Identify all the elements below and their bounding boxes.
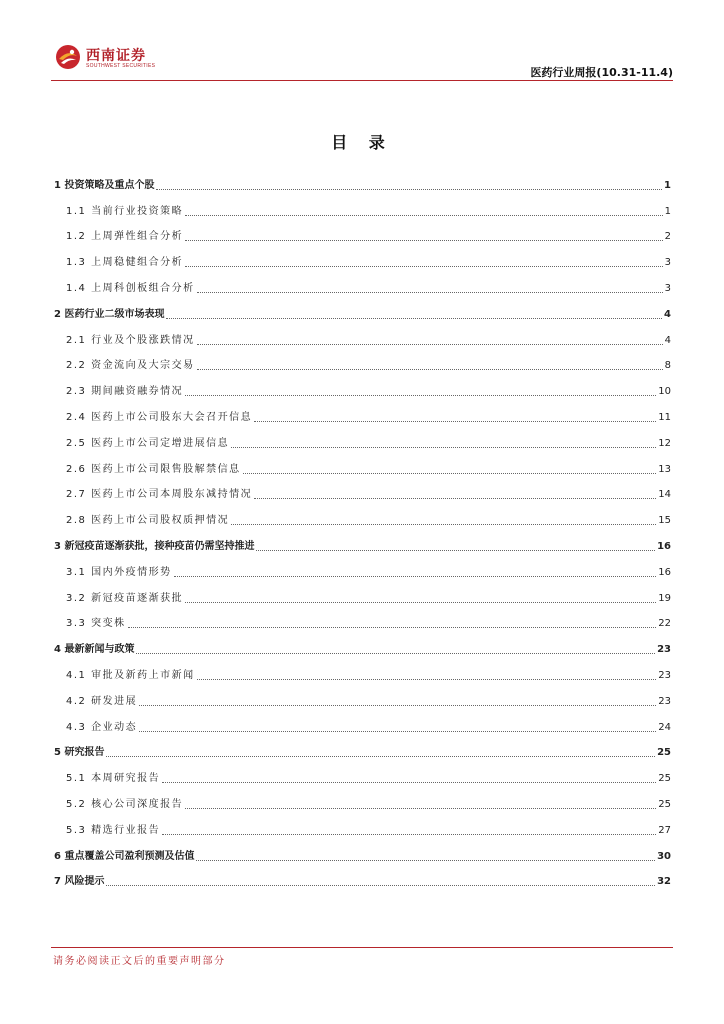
toc-dot-leader [128,627,657,628]
toc-entry-title: 2.8 医药上市公司股权质押情况 [66,515,230,527]
toc-section-entry[interactable] [54,452,671,478]
toc-dot-leader [185,240,663,241]
toc-section-entry[interactable] [54,220,671,246]
toc-section-entry[interactable] [54,349,671,375]
toc-dot-leader [231,447,656,448]
toc-page-number: 23 [657,644,671,656]
toc-page-number: 30 [657,850,671,862]
toc-section-entry[interactable] [54,684,671,710]
toc-section-entry[interactable] [54,374,671,400]
toc-section-entry[interactable] [54,761,671,787]
toc-page-number: 32 [657,876,671,888]
header-divider [51,80,673,81]
toc-dot-leader [106,885,655,886]
toc-dot-leader [185,215,663,216]
page-header [0,0,724,90]
toc-dot-leader [254,421,656,422]
toc-dot-leader [185,266,663,267]
toc-section-entry[interactable] [54,503,671,529]
toc-chapter-entry[interactable] [54,168,671,194]
toc-dot-leader [166,318,662,319]
toc-page-number: 11 [658,411,671,423]
toc-section-entry[interactable] [54,555,671,581]
toc-dot-leader [162,834,656,835]
toc-entry-title: 2.5 医药上市公司定增进展信息 [66,437,230,449]
toc-section-entry[interactable] [54,813,671,839]
toc-section-entry[interactable] [54,581,671,607]
toc-dot-leader [174,576,657,577]
toc-entry-title: 3.2 新冠疫苗逐渐获批 [66,592,184,604]
toc-page-number: 27 [658,824,671,836]
toc-dot-leader [196,860,655,861]
toc-section-entry[interactable] [54,478,671,504]
toc-entry-title: 7 风险提示 [54,876,105,888]
toc-entry-title: 3.1 国内外疫情形势 [66,566,172,578]
toc-dot-leader [139,705,656,706]
toc-page-number: 8 [664,360,671,372]
toc-entry-title: 5.3 精选行业报告 [66,824,161,836]
toc-page-number: 16 [658,566,671,578]
toc-heading: 目 录 [331,133,393,152]
toc-page-number: 4 [664,308,671,320]
toc-dot-leader [197,344,663,345]
toc-entry-title: 3.3 突变株 [66,618,126,630]
toc-entry-title: 1.4 上周科创板组合分析 [66,282,195,294]
toc-dot-leader [156,189,662,190]
toc-chapter-entry[interactable] [54,839,671,865]
toc-page-number: 16 [657,540,671,552]
toc-dot-leader [162,782,656,783]
report-title: 医药行业周报(10.31-11.4) [530,66,673,79]
toc-dot-leader [185,602,656,603]
toc-entry-title: 5.2 核心公司深度报告 [66,798,184,810]
toc-entry-title: 6 重点覆盖公司盈利预测及估值 [54,850,195,862]
toc-page-number: 23 [658,695,671,707]
table-of-contents [54,168,671,890]
toc-chapter-entry[interactable] [54,529,671,555]
toc-dot-leader [231,524,656,525]
toc-entry-title: 5.1 本周研究报告 [66,773,161,785]
toc-dot-leader [243,473,657,474]
toc-page-number: 4 [664,334,671,346]
toc-dot-leader [139,731,656,732]
toc-section-entry[interactable] [54,245,671,271]
toc-page-number: 25 [657,747,671,759]
toc-section-entry[interactable] [54,658,671,684]
toc-page-number: 2 [664,231,671,243]
toc-page-number: 1 [664,179,671,191]
toc-dot-leader [106,756,655,757]
toc-entry-title: 1 投资策略及重点个股 [54,179,155,191]
toc-chapter-entry[interactable] [54,632,671,658]
toc-dot-leader [185,395,656,396]
toc-page-number: 22 [658,618,671,630]
toc-entry-title: 2.1 行业及个股涨跌情况 [66,334,195,346]
toc-dot-leader [197,679,657,680]
toc-page-number: 13 [658,463,671,475]
toc-page-number: 24 [658,721,671,733]
toc-entry-title: 2.6 医药上市公司限售股解禁信息 [66,463,241,475]
footer-disclaimer: 请务必阅读正文后的重要声明部分 [53,956,226,967]
toc-dot-leader [256,550,655,551]
footer-divider [51,947,673,948]
toc-dot-leader [136,653,655,654]
toc-page-number: 12 [658,437,671,449]
toc-page-number: 25 [658,773,671,785]
logo-emblem-icon [55,44,81,70]
toc-entry-title: 4 最新新闻与政策 [54,644,135,656]
toc-section-entry[interactable] [54,607,671,633]
toc-page-number: 14 [658,489,671,501]
toc-entry-title: 3 新冠疫苗逐渐获批，接种疫苗仍需坚持推进 [54,540,255,552]
toc-entry-title: 2.2 资金流向及大宗交易 [66,360,195,372]
toc-dot-leader [197,292,663,293]
toc-entry-title: 2.7 医药上市公司本周股东减持情况 [66,489,253,501]
toc-chapter-entry[interactable] [54,297,671,323]
toc-entry-title: 2 医药行业二级市场表现 [54,308,165,320]
toc-entry-title: 1.1 当前行业投资策略 [66,205,184,217]
toc-entry-title: 4.2 研发进展 [66,695,138,707]
logo-english-name: SOUTHWEST SECURITIES [86,63,156,69]
toc-page-number: 23 [658,669,671,681]
toc-entry-title: 2.3 期间融资融券情况 [66,386,184,398]
toc-dot-leader [254,498,656,499]
toc-section-entry[interactable] [54,710,671,736]
toc-entry-title: 1.2 上周弹性组合分析 [66,231,184,243]
company-logo [55,44,175,74]
toc-entry-title: 5 研究报告 [54,747,105,759]
toc-page-number: 25 [658,798,671,810]
toc-entry-title: 2.4 医药上市公司股东大会召开信息 [66,411,253,423]
toc-chapter-entry[interactable] [54,736,671,762]
logo-chinese-name: 西南证券 [86,48,146,64]
toc-entry-title: 1.3 上周稳健组合分析 [66,257,184,269]
toc-section-entry[interactable] [54,426,671,452]
toc-section-entry[interactable] [54,194,671,220]
toc-page-number: 1 [664,205,671,217]
toc-dot-leader [197,369,663,370]
toc-page-number: 3 [664,257,671,269]
toc-section-entry[interactable] [54,271,671,297]
toc-entry-title: 4.3 企业动态 [66,721,138,733]
toc-chapter-entry[interactable] [54,865,671,891]
toc-entry-title: 4.1 审批及新药上市新闻 [66,669,195,681]
toc-section-entry[interactable] [54,787,671,813]
toc-dot-leader [185,808,656,809]
toc-page-number: 10 [658,386,671,398]
toc-section-entry[interactable] [54,323,671,349]
toc-page-number: 15 [658,515,671,527]
toc-page-number: 19 [658,592,671,604]
toc-page-number: 3 [664,282,671,294]
toc-section-entry[interactable] [54,400,671,426]
